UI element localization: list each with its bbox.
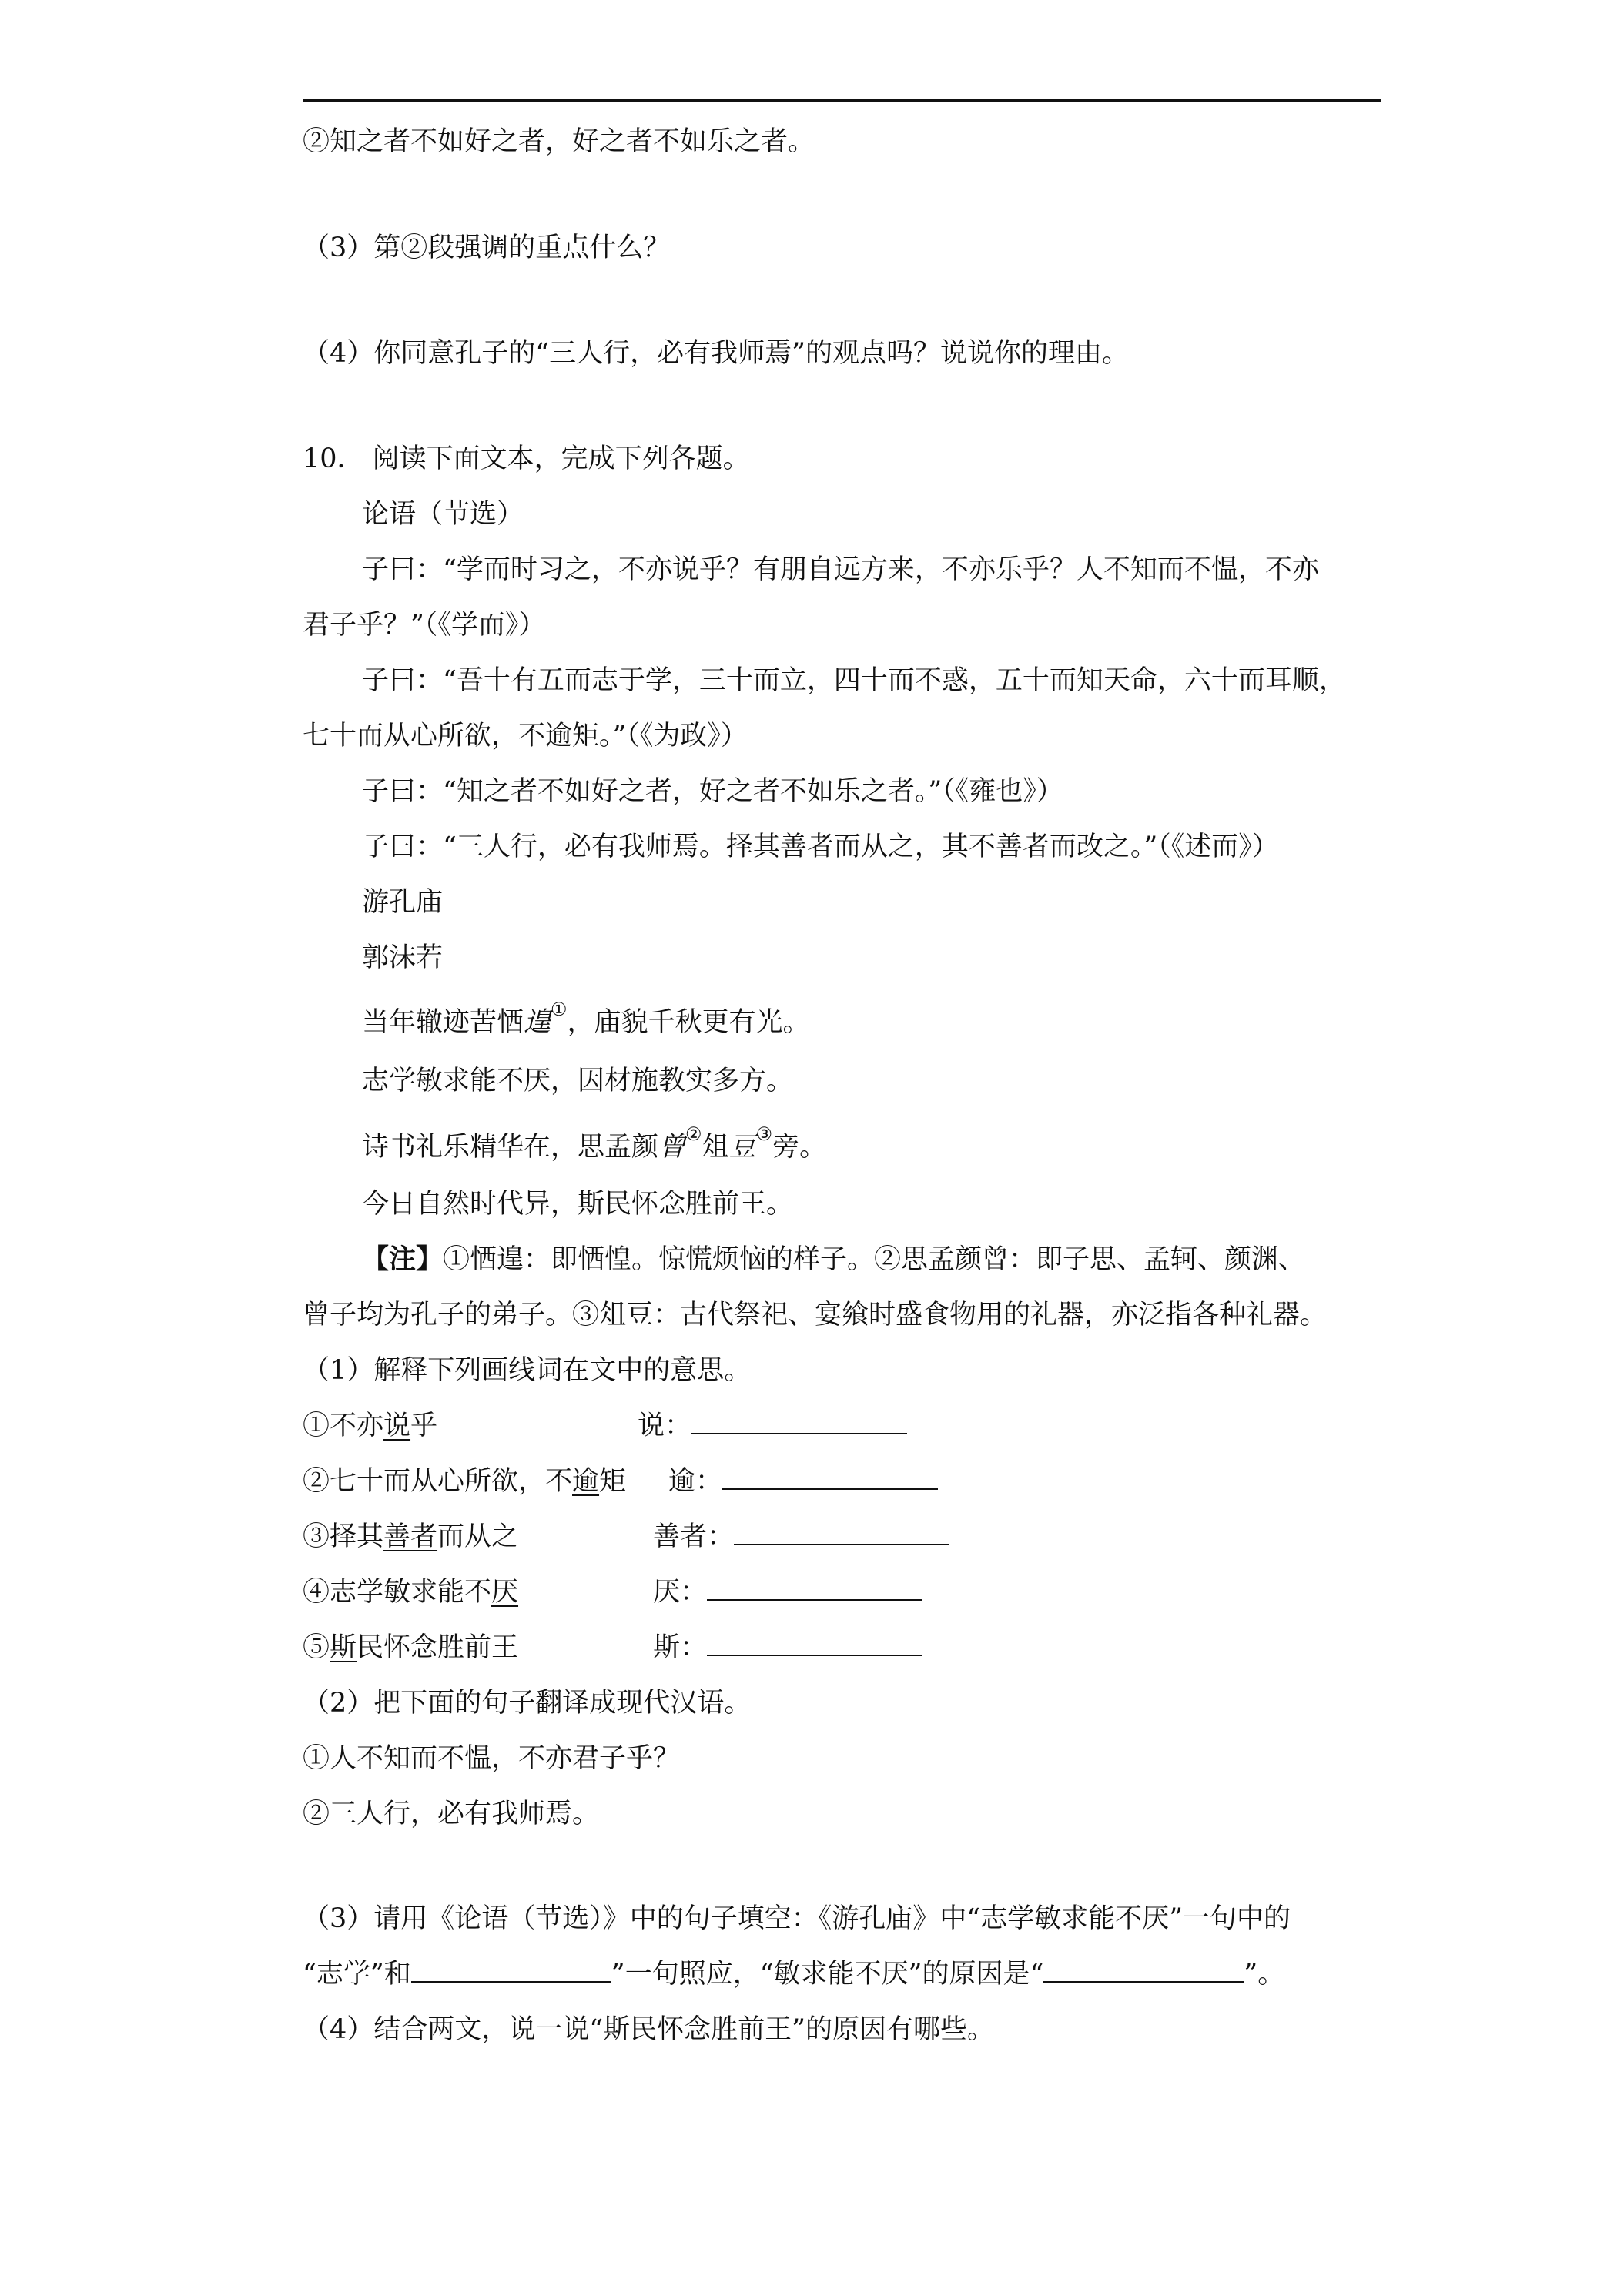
vocab-answer: 说： bbox=[638, 1409, 907, 1443]
poem-line-1: 当年辙迹苦恓遑①，庙貌千秋更有光。 bbox=[362, 999, 810, 1038]
vocab-answer: 厌： bbox=[653, 1575, 922, 1609]
header-rule bbox=[303, 99, 1381, 102]
answer-blank[interactable] bbox=[707, 1576, 922, 1601]
lunyu-title: 论语（节选） bbox=[362, 499, 524, 530]
subquestion-2: （2）把下面的句子翻译成现代汉语。 bbox=[303, 1688, 752, 1719]
vocab-item: ③择其善者而从之 bbox=[303, 1521, 519, 1552]
poem-title: 游孔庙 bbox=[362, 887, 444, 918]
lunyu-para-3: 子曰：“知之者不如好之者，好之者不如乐之者。”（《雍也》） bbox=[362, 776, 1063, 807]
poem-author: 郭沫若 bbox=[362, 942, 444, 973]
lunyu-para-2a: 子曰：“吾十有五而志于学，三十而立，四十而不惑，五十而知天命，六十而耳顺， bbox=[362, 665, 1346, 696]
lunyu-para-2b: 七十而从心所欲，不逾矩。”（《为政》） bbox=[303, 721, 748, 751]
vocab-item: ④志学敏求能不厌 bbox=[303, 1577, 519, 1608]
lunyu-para-1b: 君子乎？”（《学而》） bbox=[303, 610, 546, 641]
lunyu-para-4: 子曰：“三人行，必有我师焉。择其善者而从之，其不善者而改之。”（《述而》） bbox=[362, 832, 1279, 862]
note-line-2: 曾子均为孔子的弟子。③俎豆：古代祭祀、宴飨时盛食物用的礼器，亦泛指各种礼器。 bbox=[303, 1300, 1328, 1330]
subquestion-3: （3）请用《论语（节选）》中的句子填空：《游孔庙》中“志学敏求能不厌”一句中的 bbox=[303, 1903, 1291, 1934]
quote-2: ②知之者不如好之者，好之者不如乐之者。 bbox=[303, 126, 815, 157]
subquestion-3-fill: “志学”和 ”一句照应，“敏求能不厌”的原因是“ ”。 bbox=[303, 1959, 1285, 1990]
answer-blank[interactable] bbox=[411, 1958, 611, 1983]
subquestion-4: （4）结合两文，说一说“斯民怀念胜前王”的原因有哪些。 bbox=[303, 2014, 995, 2045]
translate-sentence-2: ②三人行，必有我师焉。 bbox=[303, 1799, 600, 1829]
answer-blank[interactable] bbox=[734, 1521, 949, 1545]
vocab-answer: 斯： bbox=[653, 1631, 922, 1665]
answer-blank[interactable] bbox=[707, 1632, 922, 1656]
translate-sentence-1: ①人不知而不愠，不亦君子乎？ bbox=[303, 1743, 681, 1774]
vocab-answer: 善者： bbox=[653, 1520, 949, 1554]
vocab-item: ①不亦说乎 bbox=[303, 1411, 438, 1441]
problem-10-stem: 10． 阅读下面文本，完成下列各题。 bbox=[303, 443, 750, 474]
subquestion-1: （1）解释下列画线词在文中的意思。 bbox=[303, 1355, 752, 1386]
question-3: （3）第②段强调的重点什么？ bbox=[303, 233, 671, 263]
vocab-answer: 逾： bbox=[668, 1464, 938, 1498]
lunyu-para-1a: 子曰：“学而时习之，不亦说乎？有朋自远方来，不亦乐乎？人不知而不愠，不亦 bbox=[362, 554, 1319, 585]
vocab-item: ⑤斯民怀念胜前王 bbox=[303, 1632, 519, 1663]
poem-line-4: 今日自然时代异，斯民怀念胜前王。 bbox=[362, 1189, 794, 1220]
note-line-1: 【注】①恓遑：即恓惶。惊慌烦恼的样子。②思孟颜曾：即子思、孟轲、颜渊、 bbox=[362, 1243, 1306, 1275]
question-4: （4）你同意孔子的“三人行，必有我师焉”的观点吗？说说你的理由。 bbox=[303, 338, 1130, 369]
answer-blank[interactable] bbox=[691, 1410, 907, 1434]
answer-blank[interactable] bbox=[1043, 1958, 1244, 1983]
poem-line-3: 诗书礼乐精华在，思孟颜曾②俎豆③旁。 bbox=[362, 1123, 827, 1163]
answer-blank[interactable] bbox=[722, 1465, 938, 1490]
vocab-item: ②七十而从心所欲，不逾矩 bbox=[303, 1466, 627, 1497]
poem-line-2: 志学敏求能不厌，因材施教实多方。 bbox=[362, 1066, 794, 1096]
